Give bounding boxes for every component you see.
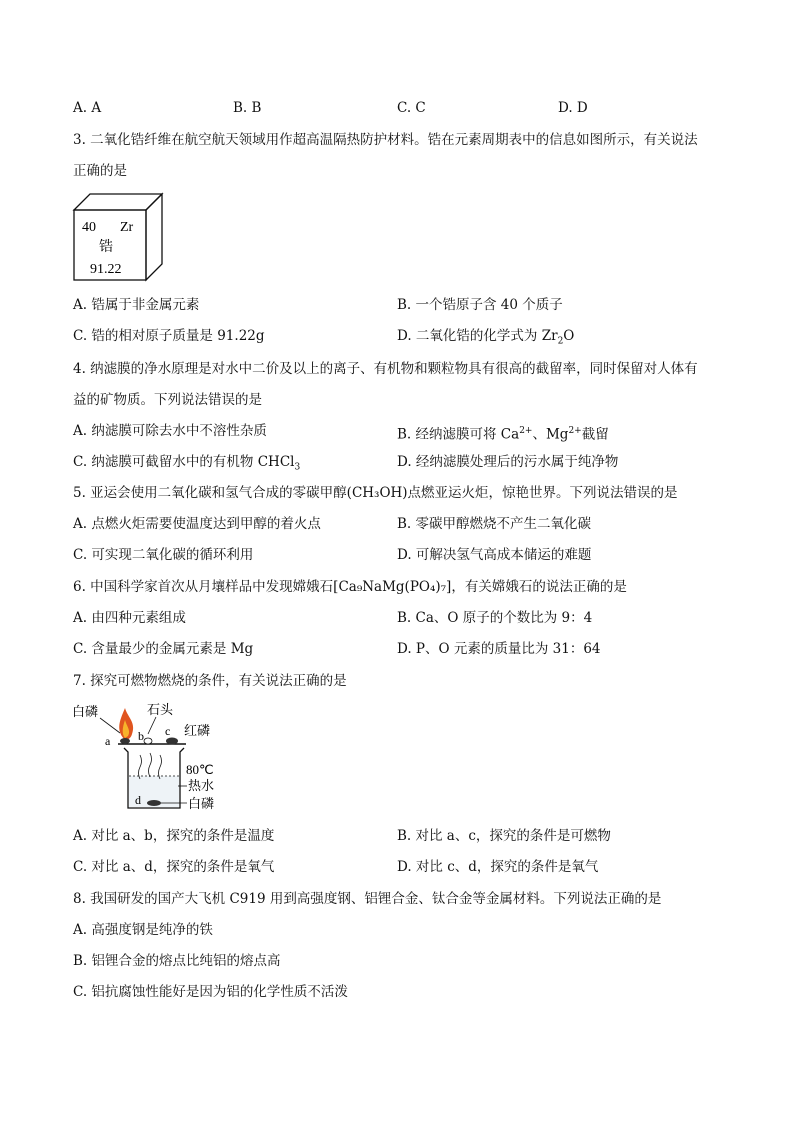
q4-option-c: C. 纳滤膜可截留水中的有机物 CHCl$_3$	[73, 454, 301, 473]
sample-b	[144, 738, 152, 744]
sample-a	[120, 738, 130, 744]
q3-stem-line2: 正确的是	[73, 163, 127, 179]
q7-option-b: B. 对比 a、c，探究的条件是可燃物	[397, 828, 611, 844]
q5-option-b: B. 零碳甲醇燃烧不产生二氧化碳	[397, 516, 592, 532]
q4-option-b: B. 经纳滤膜可将 $Ca^{2+}$、$Mg^{2+}$截留	[397, 426, 609, 443]
label-hot-water: 热水	[188, 779, 215, 794]
q5-option-d: D. 可解决氢气高成本储运的难题	[397, 547, 592, 563]
q2-option-a: A. A	[73, 100, 102, 116]
q8-option-a: A. 高强度钢是纯净的铁	[73, 922, 213, 938]
q4-option-d: D. 经纳滤膜处理后的污水属于纯净物	[397, 454, 619, 470]
q6-option-b: B. Ca、O 原子的个数比为 9：4	[397, 610, 593, 626]
q2-option-d: D. D	[558, 100, 588, 116]
zirconium-element-box	[72, 192, 164, 282]
q7-stem: 7. 探究可燃物燃烧的条件，有关说法正确的是	[73, 673, 347, 689]
q6-option-d: D. P、O 元素的质量比为 31：64	[397, 641, 601, 657]
q5-option-c: C. 可实现二氧化碳的循环利用	[73, 547, 254, 563]
label-red-phosphorus: 红磷	[184, 724, 211, 739]
q5-option-a: A. 点燃火炬需要使温度达到甲醇的着火点	[73, 516, 321, 532]
q3-option-d: D. 二氧化锆的化学式为 $Zr_2O$	[397, 328, 575, 347]
label-temperature: 80℃	[186, 762, 214, 777]
label-stone: 石头	[147, 703, 174, 718]
q7-option-d: D. 对比 c、d，探究的条件是氧气	[397, 859, 599, 875]
q4-stem-line2: 益的矿物质。下列说法错误的是	[73, 392, 262, 408]
q8-option-c: C. 铝抗腐蚀性能好是因为铝的化学性质不活泼	[73, 984, 348, 1000]
label-white-phosphorus-2: 白磷	[188, 797, 215, 812]
element-symbol: Zr	[120, 220, 134, 235]
letter-b: b	[138, 729, 144, 743]
atomic-mass: 91.22	[90, 262, 122, 277]
pointer-stone	[148, 717, 156, 734]
letter-a: a	[105, 734, 111, 748]
q7-option-a: A. 对比 a、b，探究的条件是温度	[73, 828, 275, 844]
steam-2	[149, 753, 152, 777]
letter-c: c	[165, 724, 171, 738]
steam-3	[159, 755, 162, 779]
q4-option-a: A. 纳滤膜可除去水中不溶性杂质	[73, 423, 267, 439]
element-name: 锆	[99, 239, 113, 255]
q5-stem: 5. 亚运会使用二氧化碳和氢气合成的零碳甲醇(CH₃OH)点燃亚运火炬，惊艳世界。下列说法错误的是	[73, 485, 678, 501]
q6-stem: 6. 中国科学家首次从月壤样品中发现嫦娥石[Ca₉NaMg(PO₄)₇]，有关嫦娥石的说法正确的是	[73, 579, 627, 595]
q2-option-c: C. C	[397, 100, 426, 116]
q4-stem-line1: 4. 纳滤膜的净水原理是对水中二价及以上的离子、有机物和颗粒物具有很高的截留率，同时保留对人体有	[73, 361, 698, 377]
pointer-white-p	[100, 718, 120, 733]
sample-d	[147, 800, 161, 806]
q3-option-b: B. 一个锆原子含 40 个质子	[397, 297, 563, 313]
steam-1	[139, 755, 142, 779]
label-white-phosphorus: 白磷	[72, 705, 99, 720]
q2-option-b: B. B	[233, 100, 262, 116]
atomic-number: 40	[82, 220, 96, 235]
letter-d: d	[135, 793, 141, 807]
q8-stem: 8. 我国研发的国产大飞机 C919 用到高强度钢、铝锂合金、钛合金等金属材料。下列说法正确的是	[73, 891, 662, 907]
sample-c	[166, 738, 178, 745]
q6-option-c: C. 含量最少的金属元素是 Mg	[73, 641, 254, 657]
q3-option-c: C. 锆的相对原子质量是 91.22g	[73, 328, 265, 344]
q7-option-c: C. 对比 a、d，探究的条件是氧气	[73, 859, 275, 875]
q3-option-a: A. 锆属于非金属元素	[73, 297, 200, 313]
box-side-face	[146, 194, 162, 280]
q8-option-b: B. 铝锂合金的熔点比纯铝的熔点高	[73, 953, 281, 969]
q6-option-a: A. 由四种元素组成	[73, 610, 186, 626]
combustion-experiment-figure	[70, 700, 230, 818]
q3-stem-line1: 3. 二氧化锆纤维在航空航天领域用作超高温隔热防护材料。锆在元素周期表中的信息如图所示，有关说法	[73, 132, 698, 148]
